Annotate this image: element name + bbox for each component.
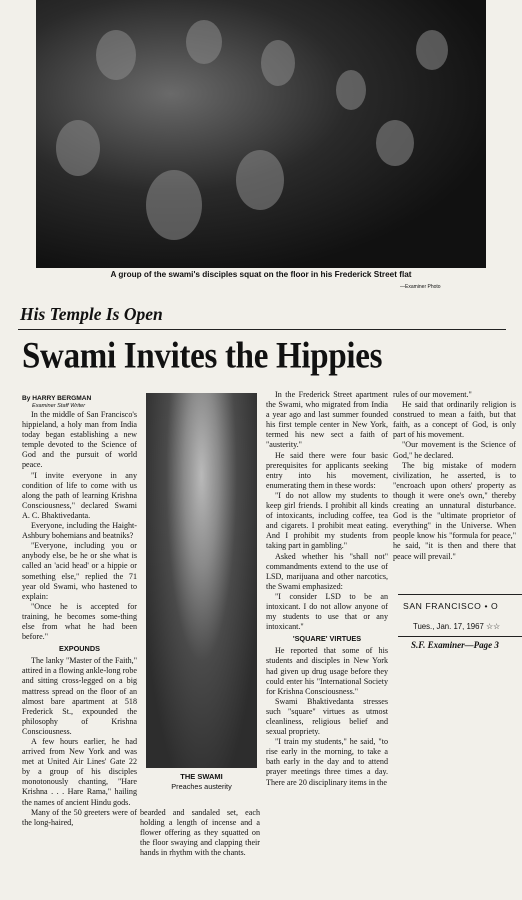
byline: By HARRY BERGMAN [22,395,92,402]
dateline-city: SAN FRANCISCO • O [403,601,499,611]
paragraph: Everyone, including the Haight-Ashbury bohemians and beatniks? [22,521,137,541]
paragraph: "I invite everyone in any condition of life to come with us along the path of learning Krishna Consciousness," declared Swami A. C. Bhaktivedanta. [22,470,137,520]
paragraph: The lanky "Master of the Faith," attired in a flowing ankle-long robe and sitting cross-legged on a big mattress spread on the floor of an almost bare apartment at 518 Frederick St., expounded the philosophy of Krishna Consciousness. [22,656,137,736]
photo-caption: A group of the swami's disciples squat on the floor in his Frederick Street flat [110,270,412,279]
dateline-page: S.F. Examiner—Page 3 [411,640,499,650]
column-1 [22,395,137,828]
paragraph: In the Frederick Street apartment the Swami, who migrated from India a year ago and last summer founded his first temple center in New York, termed his new sect a faith of "austerity." [266,390,388,450]
paragraph: Many of the 50 greeters were of the long-haired, [22,807,137,827]
swami-caption: THE SWAMI [180,772,223,781]
divider [18,329,506,330]
subhead: EXPOUNDS [59,644,100,654]
dateline-rule [398,594,522,595]
paragraph: bearded and sandaled set, each holding a length of incense and a flower offering as they squatted on the floor swaying and clapping their hands in rhythm with the chants. [140,808,260,858]
photo-credit: —Examiner Photo [400,284,441,290]
paragraph: He said there were four basic prerequisites for applicants seeking entry into his movement, enumerating them in these words: [266,450,388,490]
disciples-photo [36,0,486,268]
paragraph: "Everyone, including you or anybody else, be he or she what is called an 'acid head' or a hippie or something else," replied the 71 year old Swami, who hastened to explain: [22,541,137,601]
column-2 [140,808,260,858]
headline: Swami Invites the Hippies [22,336,383,377]
column-4 [393,390,516,562]
paragraph: Swami Bhaktivedanta stresses such "square" virtues as utmost cleanliness, religious belief and sexual propriety. [266,696,388,737]
column-3 [266,390,388,788]
dateline-date: Tues., Jan. 17, 1967 ☆☆ [413,622,500,631]
paragraph: "Our movement is the Science of God," he declared. [393,440,516,460]
paragraph: He reported that some of his students and disciples in New York had given up drug usage before they could enter his "International Society for Krishna Consciousness." [266,646,388,696]
paragraph: He said that ordinarily religion is construed to mean a faith, but that faith, as a concept of God, is only part of his movement. [393,400,516,440]
byline-role: Examiner Staff Writer [32,403,86,409]
paragraph: The big mistake of modern civilization, he asserted, is to "encroach upon others' property as though it were one's own," thereby creating an unnatural disturbance. God is the "ultimate proprietor of everything" in the Universe. When people know his "formula for peace," he said, "it is then and there that peace will prevail." [393,460,516,561]
paragraph: In the middle of San Francisco's hippieland, a holy man from India today began establishing a new temple devoted to the Science of God and the pursuit of world peace. [22,410,137,470]
kicker: His Temple Is Open [20,304,163,324]
subhead: 'SQUARE' VIRTUES [292,634,362,644]
paragraph: rules of our movement." [393,390,472,399]
paragraph: "Once he is accepted for training, he becomes some-thing else from what he had been before." [22,601,137,642]
paragraph: "I consider LSD to be an intoxicant. I do not allow anyone of my students to use that or any intoxicant." [266,591,388,632]
dateline-rule [398,636,522,637]
paragraph: "I train my students," he said, "to rise early in the morning, to take a bath early in the day and to attend prayer meetings three times a day. There are 20 disciplinary items in the [266,737,388,787]
stars-icon: ☆☆ [485,622,500,631]
paragraph: Asked whether his "shall not" commandments extend to the use of LSD, marijuana and other narcotics, the Swami emphasized: [266,551,388,591]
swami-subcaption: Preaches austerity [171,782,232,791]
swami-photo [146,393,257,768]
paragraph: "I do not allow my students to keep girl friends. I prohibit all kinds of intoxicants, including coffee, tea and cigarets. I prohibit meat eating. And I prohibit my students from taking part in gambling." [266,490,388,551]
paragraph: A few hours earlier, he had arrived from New York and was met at United Air Lines' Gate 22 by a group of his disciples monotonously chanting, "Hare Krishna . . . Hare Rama," hailing the names of ancient Hindu gods. [22,737,137,807]
